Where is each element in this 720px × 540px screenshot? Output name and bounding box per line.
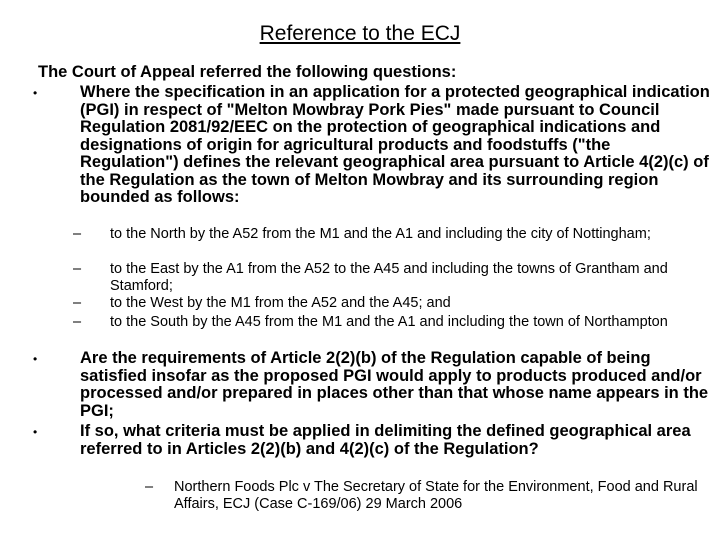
dash-marker: –: [145, 479, 154, 495]
bullet-marker: •: [33, 352, 38, 366]
slide-title: Reference to the ECJ: [259, 22, 461, 45]
case-citation: Northern Foods Plc v The Secretary of State for the Environment, Food and Rural Affairs, ECJ (Case C-169/06) 29 March 2006: [174, 479, 698, 512]
dash-marker: –: [73, 226, 82, 242]
sub-item-east: to the East by the A1 from the A52 to the A45 and including the towns of Grantham and Stamford;: [110, 261, 668, 294]
sub-item-south: to the South by the A45 from the M1 and the A1 and including the town of Northampton: [110, 314, 668, 330]
dash-marker: –: [73, 314, 82, 330]
bullet-question-2: Are the requirements of Article 2(2)(b) of the Regulation capable of being satisfied insofar as the proposed PGI would apply to products produced and/or processed and/or prepared in places other than that whose name appears in the PGI;: [80, 349, 709, 420]
bullet-question-1: Where the specification in an application for a protected geographical indication (PGI) in respect of "Melton Mowbray Pork Pies" made pursuant to Council Regulation 2081/92/EEC on the protection of geographical indications and designations of origin for agricultural products and foodstuffs ("the Regulation") defines the relevant geographical area pursuant to Article 4(2)(c) of the Regulation as the town of Melton Mowbray and its surrounding region bounded as follows:: [80, 83, 710, 206]
intro-text: The Court of Appeal referred the following questions:: [38, 63, 457, 81]
bullet-question-3: If so, what criteria must be applied in delimiting the defined geographical area referred to in Articles 2(2)(b) and 4(2)(c) of the Regulation?: [80, 422, 691, 458]
bullet-marker: •: [33, 425, 38, 439]
dash-marker: –: [73, 261, 82, 277]
dash-marker: –: [73, 295, 82, 311]
bullet-marker: •: [33, 86, 38, 100]
sub-item-north: to the North by the A52 from the M1 and the A1 and including the city of Nottingham;: [110, 226, 651, 242]
sub-item-west: to the West by the M1 from the A52 and the A45; and: [110, 295, 451, 311]
